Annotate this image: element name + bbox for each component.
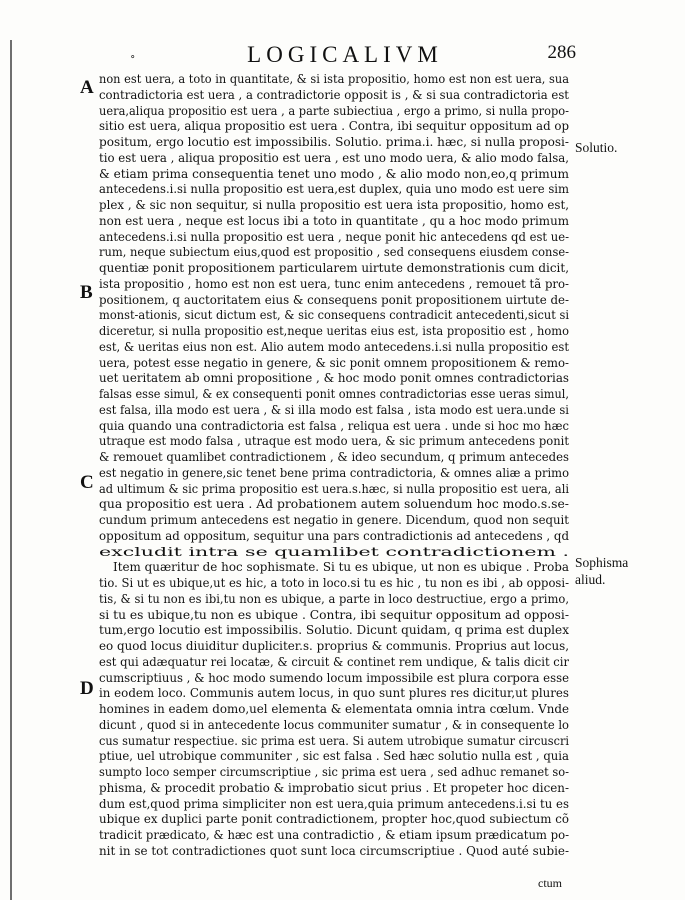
text-line: homines in eadem domo,uel elementa & elementata omnia intra cœlum. Vnde [99, 702, 569, 716]
text-line: si tu es ubique,tu non es ubique . Contra, ibi sequitur oppositum ad opposi- [99, 607, 569, 622]
section-letter-d: D [80, 678, 94, 699]
paragraph-3 [99, 560, 569, 859]
page-number: 286 [547, 42, 576, 63]
text-line: diceretur, si nulla propositio est,neque ueritas eius est, ista propositio est , homo [99, 324, 569, 338]
paragraph-1 [99, 72, 569, 277]
catchword: ctum [538, 876, 562, 890]
text-line: eo quod locus diuiditur dupliciter.s. proprius & communis. Proprius aut locus, [99, 639, 569, 653]
text-line: ista propositio , homo est non est uera, tunc enim antecedens , remouet tã pro- [99, 276, 569, 291]
margin-note-aliud: aliud. [575, 572, 606, 587]
text-line: est, & ueritas eius non est. Alio autem modo antecedens.i.si nulla propositio est [99, 339, 569, 354]
margin-note-sophisma: Sophisma [575, 555, 629, 570]
section-letter-b: B [80, 282, 93, 303]
text-line: contradictoria est uera , a contradictorie opposit is , & si sua contradictoria est [99, 87, 569, 102]
text-line: tio. Si ut es ubique,ut es hic, a toto in loco.si tu es hic , tu non es ibi , ab opposi- [99, 576, 569, 590]
text-line: uera,aliqua propositio est uera , a parte subiectiua , ergo a primo, si nulla propo- [99, 103, 569, 118]
text-line: ptiue, uel utrobique communiter , sic est falsa . Sed hæc solutio nulla est , quia [99, 749, 569, 764]
text-line: nit in se tot contradictiones quot sunt loca circumscriptiue . Quod auté subie- [99, 843, 569, 858]
text-line: non est uera, a toto in quantitate, & si ista propositio, homo est non est uera, sua [99, 72, 569, 86]
header-ornament: ∘ [130, 50, 136, 63]
text-line: oppositum ad oppositum, sequitur una pars contradictionis ad antecedens , qd [99, 528, 569, 543]
text-line: tum,ergo locutio est impossibilis. Solutio. Dicunt quidam, q prima est duplex [99, 623, 569, 638]
text-line: tis, & si tu non es ibi,tu non es ubique, a parte in loco destructiue, ergo a primo, [99, 591, 569, 606]
text-line: ad ultimum & sic prima propositio est uera.s.hæc, si nulla propositio est uera, ali [99, 481, 569, 496]
text-line: antecedens.i.si nulla propositio est uera,est duplex, quia uno modo est uere sim [99, 182, 569, 197]
text-line: cumscriptiuus , & hoc modo sumendo locum impossibile est plura corpora esse [99, 670, 569, 685]
text-line: quia quando una contradictoria est falsa , reliqua est uera . unde si hoc mo hæc [99, 418, 569, 433]
main-text-column [99, 72, 569, 860]
text-line: cus sumatur respectiue. sic prima est uera. Si autem utrobique sumatur circuscri [99, 733, 569, 748]
text-line: excludit intra se quamlibet contradictionem . [99, 544, 569, 559]
text-line: in eodem loco. Communis autem locus, in quo sunt plures res dicitur,ut plures [99, 686, 569, 701]
text-line: rum, neque subiectum eius,quod est propositio , sed consequens eiusdem conse- [99, 245, 569, 260]
text-line: & etiam prima consequentia tenet uno modo , & alio modo non,eo,q primum [99, 166, 569, 181]
text-line: tio est uera , aliqua propositio est uera , est uno modo uera, & alio modo falsa, [99, 150, 569, 165]
text-line: uera, potest esse negatio in genere, & sic ponit omnem propositionem & remo- [99, 355, 569, 370]
text-line: sitio est uera, aliqua propositio est uera . Contra, ibi sequitur oppositum ad op [99, 119, 569, 134]
text-line: antecedens.i.si nulla propositio est uera , neque ponit hic antecedens qd est ue- [99, 229, 569, 244]
text-line: & remouet quamlibet contradictionem , & ideo secundum, q primum antecedes [99, 450, 569, 464]
text-line: est qui adæquatur rei locatæ, & circuit & continet rem undique, & talis dicit cir [99, 654, 569, 669]
text-line: plex , & sic non sequitur, si nulla propositio est uera ista propositio, homo est, [99, 198, 569, 212]
text-line: utraque est modo falsa , utraque est modo uera, & sic primum antecedens ponit [99, 434, 569, 449]
section-letter-a: A [80, 77, 94, 98]
text-line: positionem, q auctoritatem eius & consequens ponit propositionem uirtute de- [99, 292, 569, 307]
text-line: phisma, & procedit probatio & improbatio sicut prius . Et propeter hoc dicen- [99, 780, 569, 795]
binding-edge [10, 40, 12, 900]
text-line: cundum primum antecedens est negatio in genere. Dicendum, quod non sequit [99, 513, 569, 527]
text-line: uet ueritatem ab omni propositione , & hoc modo ponit omnes contradictorias [99, 371, 569, 386]
text-line: falsas esse simul, & ex consequenti ponit omnes contradictorias esse ueras simul, [99, 387, 569, 401]
text-line: dicunt , quod si in antecedente locus communiter sumatur , & in consequente lo [99, 717, 569, 732]
text-line: tradicit prædicato, & hæc est una contradictio , & etiam ipsum prædicatum po- [99, 828, 569, 842]
text-line: Item quæritur de hoc sophismate. Si tu es ubique, ut non es ubique . Proba [113, 560, 569, 575]
text-line: est negatio in genere,sic tenet bene prima contradictoria, & omnes aliæ a primo [99, 465, 569, 480]
text-line: sumpto loco semper circumscriptiue , sic prima est uera , sed adhuc remanet so- [99, 765, 569, 779]
paragraph-2 [99, 277, 569, 561]
margin-note-solutio: Solutio. [575, 140, 618, 155]
running-title: LOGICALIVM [247, 42, 443, 67]
page-header [120, 42, 576, 70]
text-line: quentiæ ponit propositionem particularem uirtute demonstrationis cum dicit, [99, 261, 569, 275]
text-line: non est uera , neque est locus ibi a toto in quantitate , qu a hoc modo primum [99, 213, 569, 228]
text-line: est falsa, illa modo est uera , & si illa modo est falsa , ista modo est uera.unde si [99, 402, 569, 417]
text-line: positum, ergo locutio est impossibilis. Solutio. prima.i. hæc, si nulla proposi- [99, 135, 569, 149]
text-line: dum est,quod prima simpliciter non est uera,quia primum antecedens.i.si tu es [99, 796, 569, 811]
text-line: ubique ex duplici parte ponit contradictionem, propter hoc,quod subiectum cõ [99, 812, 569, 827]
section-letter-c: C [80, 472, 94, 493]
text-line: qua propositio est uera . Ad probationem autem soluendum hoc modo.s.se- [99, 497, 569, 512]
text-line: monst-ationis, sicut dictum est, & sic consequens contradicit antecedenti,sicut si [99, 308, 569, 323]
